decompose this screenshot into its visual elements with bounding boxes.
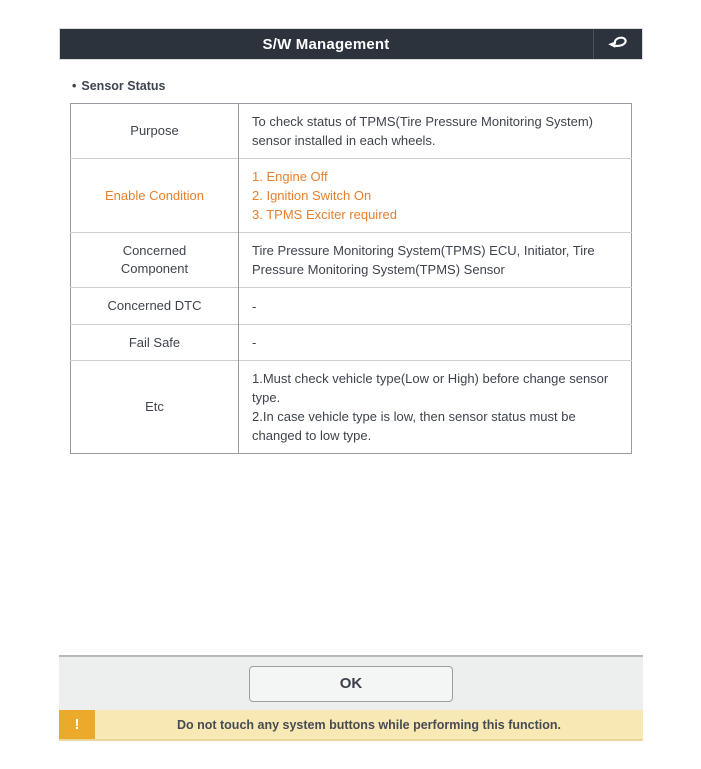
warning-message: Do not touch any system buttons while performing this function.	[176, 717, 562, 732]
section-title	[72, 79, 165, 93]
etc-line: 1.Must check vehicle type(Low or High) before change sensor type.	[252, 371, 609, 405]
row-label: Concerned Component	[71, 233, 239, 288]
table-row-concerned-dtc	[71, 288, 632, 325]
row-value: Tire Pressure Monitoring System(TPMS) ECU, Initiator, Tire Pressure Monitoring System(TPMS) Sensor	[239, 233, 632, 288]
table-row-enable-condition	[71, 159, 632, 233]
condition-line: 3. TPMS Exciter required	[252, 207, 397, 222]
warning-bar	[59, 710, 643, 741]
ok-button[interactable]: OK	[249, 666, 453, 702]
table-row-purpose	[71, 104, 632, 159]
sensor-status-table	[70, 103, 632, 454]
row-value	[239, 159, 632, 233]
exclamation-icon: !	[59, 710, 95, 739]
table-row-etc	[71, 361, 632, 454]
row-label: Fail Safe	[71, 325, 239, 361]
condition-line: 1. Engine Off	[252, 169, 328, 184]
row-label: Enable Condition	[71, 159, 239, 233]
section-title-label: Sensor Status	[81, 79, 166, 93]
table-row-concerned-component	[71, 233, 632, 288]
row-value: To check status of TPMS(Tire Pressure Monitoring System) sensor installed in each wheels.	[252, 114, 593, 148]
action-strip	[59, 655, 643, 710]
row-label: Etc	[71, 361, 239, 454]
back-button[interactable]	[593, 29, 642, 59]
row-value	[239, 361, 632, 454]
title-bar	[59, 28, 643, 60]
page-title: S/W Management	[262, 35, 390, 53]
row-label: Concerned DTC	[71, 288, 239, 325]
table-row-fail-safe	[71, 325, 632, 361]
row-value: -	[239, 325, 632, 361]
bullet-icon: •	[72, 79, 77, 93]
return-arrow-icon	[605, 33, 631, 56]
condition-line: 2. Ignition Switch On	[252, 188, 372, 203]
row-label: Purpose	[71, 104, 239, 159]
row-value: -	[239, 288, 632, 325]
etc-line: 2.In case vehicle type is low, then sensor status must be changed to low type.	[252, 409, 576, 443]
